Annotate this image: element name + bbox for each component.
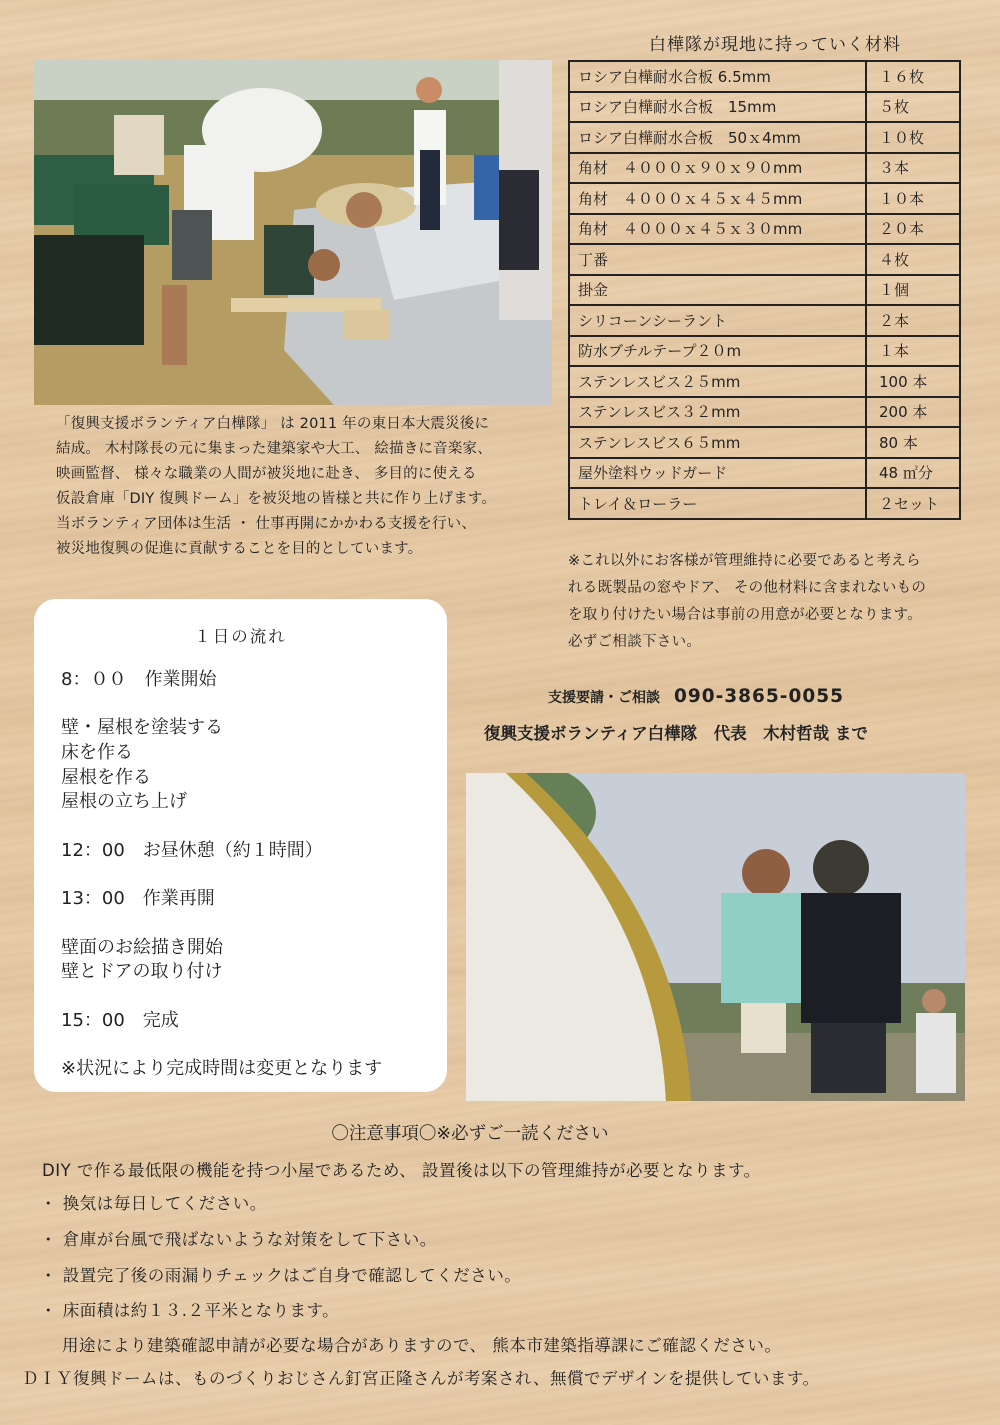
caution-line: 用途により建築確認申請が必要な場合がありますので、 熊本市建築指導課にご確認ください。 <box>62 1336 782 1355</box>
photo-volunteers-building <box>34 60 552 405</box>
material-qty: ３本 <box>866 153 960 184</box>
table-row <box>569 92 960 123</box>
schedule-item: ※状況により完成時間は変更となります <box>61 1058 383 1079</box>
material-qty: 80 本 <box>866 427 960 458</box>
material-name: 屋外塗料ウッドガード <box>569 458 866 489</box>
intro-line: 被災地復興の促進に貢献することを目的としています。 <box>56 541 423 557</box>
contact-org: 復興支援ボランティア白樺隊 代表 木村哲哉 まで <box>484 724 868 743</box>
table-row <box>569 397 960 428</box>
table-row <box>569 214 960 245</box>
intro-text <box>56 412 556 562</box>
materials-table <box>568 60 961 520</box>
materials-note <box>568 548 978 656</box>
caution-line: ・ 設置完了後の雨漏りチェックはご自身で確認してください。 <box>40 1266 522 1285</box>
schedule-item: 15：00 完成 <box>61 1010 179 1031</box>
intro-line: 仮設倉庫「DIY 復興ドーム」を被災地の皆様と共に作り上げます。 <box>56 491 497 507</box>
schedule-item: 壁・屋根を塗装する <box>61 717 223 738</box>
material-name: 角材 ４０００ｘ４５ｘ４５mm <box>569 183 866 214</box>
material-name: シリコーンシーラント <box>569 305 866 336</box>
material-name: 角材 ４０００ｘ４５ｘ３０mm <box>569 214 866 245</box>
caution-line: DIY で作る最低限の機能を持つ小屋であるため、 設置後は以下の管理維持が必要となります。 <box>42 1161 761 1180</box>
material-name: 丁番 <box>569 244 866 275</box>
note-line: ※これ以外にお客様が管理維持に必要であると考えら <box>568 553 921 569</box>
material-name: ステンレスビス３２mm <box>569 397 866 428</box>
materials-title: 白樺隊が現地に持っていく材料 <box>649 35 901 55</box>
material-name: ステンレスビス６５mm <box>569 427 866 458</box>
table-row <box>569 305 960 336</box>
note-line: 必ずご相談下さい。 <box>568 634 702 650</box>
material-qty: １６枚 <box>866 61 960 92</box>
table-row <box>569 366 960 397</box>
material-qty: ４枚 <box>866 244 960 275</box>
schedule-item: 13：00 作業再開 <box>61 888 215 909</box>
photo-children-painting-illustration <box>466 773 965 1101</box>
table-row <box>569 153 960 184</box>
material-qty: １本 <box>866 336 960 367</box>
caution-line: ・ 換気は毎日してください。 <box>40 1194 267 1213</box>
intro-line: 「復興支援ボランティア白樺隊」 は 2011 年の東日本大震災後に <box>56 416 490 432</box>
contact-label: 支援要請・ご相談 <box>548 690 660 706</box>
material-name: ロシア白樺耐水合板 6.5mm <box>569 61 866 92</box>
schedule-item: 壁とドアの取り付け <box>61 961 223 982</box>
material-name: 掛金 <box>569 275 866 306</box>
intro-line: 当ボランティア団体は生活 ・ 仕事再開にかかわる支援を行い、 <box>56 516 477 532</box>
schedule-box <box>34 599 447 1092</box>
material-name: 角材 ４０００ｘ９０ｘ９０mm <box>569 153 866 184</box>
material-name: 防水ブチルテープ２０m <box>569 336 866 367</box>
schedule-item: 屋根の立ち上げ <box>61 791 187 812</box>
note-line: れる既製品の窓やドア、 その他材料に含まれないもの <box>568 580 927 596</box>
material-qty: ５枚 <box>866 92 960 123</box>
table-row <box>569 488 960 519</box>
photo-volunteers-building-illustration <box>34 60 552 405</box>
material-qty: １０枚 <box>866 122 960 153</box>
table-row <box>569 244 960 275</box>
table-row <box>569 336 960 367</box>
schedule-item: 床を作る <box>61 742 133 763</box>
material-name: ステンレスビス２５mm <box>569 366 866 397</box>
caution-title: 〇注意事項〇※必ずご一読ください <box>331 1124 609 1144</box>
schedule-item: 屋根を作る <box>61 767 151 788</box>
caution-line: ・ 倉庫が台風で飛ばないような対策をして下さい。 <box>40 1230 437 1249</box>
table-row <box>569 427 960 458</box>
schedule-item: 壁面のお絵描き開始 <box>61 937 223 958</box>
material-name: ロシア白樺耐水合板 50ｘ4mm <box>569 122 866 153</box>
material-name: ロシア白樺耐水合板 15mm <box>569 92 866 123</box>
material-qty: 100 本 <box>866 366 960 397</box>
schedule-item: 12：00 お昼休憩（約１時間） <box>61 840 323 861</box>
material-qty: ２本 <box>866 305 960 336</box>
schedule-item: 8：００ 作業開始 <box>61 669 217 690</box>
photo-children-painting <box>466 773 965 1101</box>
material-qty: 200 本 <box>866 397 960 428</box>
note-line: を取り付けたい場合は事前の用意が必要となります。 <box>568 607 923 623</box>
table-row <box>569 183 960 214</box>
table-row <box>569 458 960 489</box>
table-row <box>569 275 960 306</box>
caution-line: ＤＩＹ復興ドームは、ものづくりおじさん釘宮正隆さんが考案され、無償でデザインを提供しています。 <box>22 1369 820 1388</box>
intro-line: 映画監督、 様々な職業の人間が被災地に赴き、 多目的に使える <box>56 466 477 482</box>
table-row <box>569 122 960 153</box>
intro-line: 結成。 木村隊長の元に集まった建築家や大工、 絵描きに音楽家、 <box>56 441 492 457</box>
material-qty: １個 <box>866 275 960 306</box>
material-qty: 48 ㎡分 <box>866 458 960 489</box>
material-qty: ２セット <box>866 488 960 519</box>
table-row <box>569 61 960 92</box>
contact-line <box>548 686 844 707</box>
schedule-title: １日の流れ <box>194 627 287 646</box>
caution-line: ・ 床面積は約１３.２平米となります。 <box>40 1301 340 1320</box>
material-name: トレイ＆ローラー <box>569 488 866 519</box>
material-qty: １０本 <box>866 183 960 214</box>
contact-phone[interactable]: 090-3865-0055 <box>674 686 844 707</box>
material-qty: ２０本 <box>866 214 960 245</box>
